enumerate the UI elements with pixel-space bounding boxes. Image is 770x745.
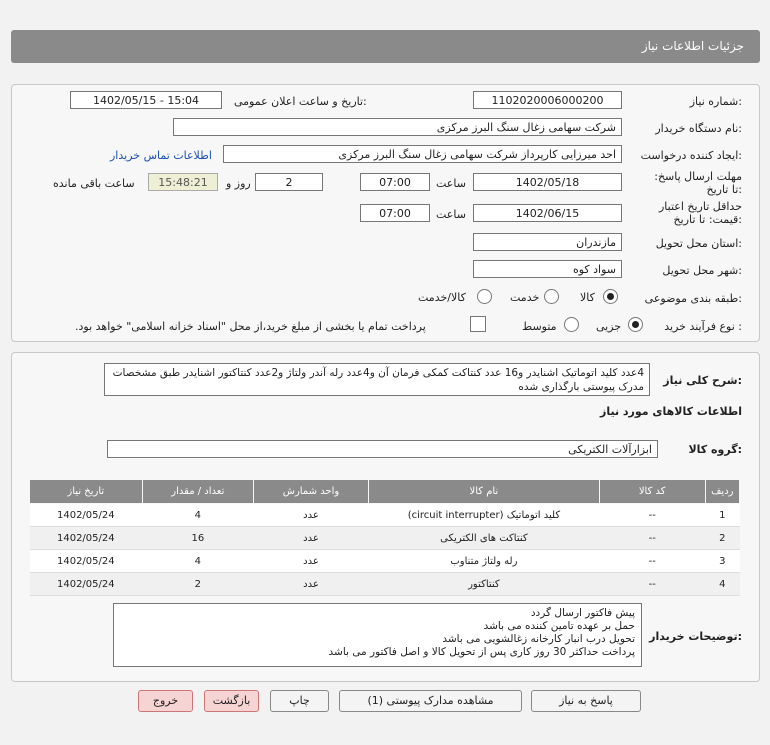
- buyer-notes-field[interactable]: [113, 603, 642, 667]
- process-radio-minor[interactable]: [628, 317, 643, 332]
- province-label: استان محل تحویل:: [655, 237, 742, 250]
- note-line: پرداخت حداکثر 30 روز کاری پس از تحویل کالا و اصل فاکتور می باشد: [328, 646, 635, 658]
- col-code: کد کالا: [599, 480, 705, 504]
- cell-date: 1402/05/24: [30, 550, 143, 573]
- creator-field[interactable]: احد میرزایی کارپرداز شرکت سهامی زغال سنگ البرز مرکزی: [223, 145, 622, 163]
- cell-qty: 16: [142, 527, 253, 550]
- validity-label: حداقل تاریخ اعتبار قیمت: تا تاریخ:: [658, 200, 742, 226]
- cell-unit: عدد: [254, 550, 369, 573]
- reply-button[interactable]: پاسخ به نیاز: [531, 690, 641, 712]
- province-field[interactable]: مازندران: [473, 233, 622, 251]
- note-line: حمل بر عهده تامین کننده می باشد: [483, 620, 635, 632]
- note-line: پیش فاکتور ارسال گردد: [530, 607, 635, 619]
- need-number-field[interactable]: 1102020006000200: [473, 91, 622, 109]
- cell-unit: عدد: [254, 527, 369, 550]
- cell-code: --: [599, 504, 705, 527]
- process-label: نوع فرآیند خرید :: [664, 320, 742, 333]
- days-field[interactable]: 2: [255, 173, 323, 191]
- category-radio-goods[interactable]: [603, 289, 618, 304]
- category-radio-goods-service[interactable]: [477, 289, 492, 304]
- page-header: [11, 30, 760, 63]
- process-option-medium: متوسط: [522, 320, 557, 333]
- remaining-label: ساعت باقی مانده: [53, 177, 135, 190]
- cell-date: 1402/05/24: [30, 573, 143, 596]
- col-name: نام کالا: [368, 480, 599, 504]
- process-option-minor: جزیی: [596, 320, 622, 333]
- cell-name: کلید اتوماتیک (circuit interrupter): [368, 504, 599, 527]
- desc-field[interactable]: 4عدد کلید اتوماتیک اشنایدر و16 عدد کنتاکت کمکی فرمان آن و4عدد رله آندر ولتاژ و2عدد کنتاکتور اشنایدر طبق مشخصات مدرک پیوستی بارگذاری شده: [104, 363, 650, 396]
- category-option-service: خدمت: [510, 291, 540, 304]
- announce-label: تاریخ و ساعت اعلان عمومی:: [234, 95, 367, 108]
- category-radio-service[interactable]: [544, 289, 559, 304]
- print-button[interactable]: چاپ: [270, 690, 329, 712]
- creator-label: ایجاد کننده درخواست:: [640, 149, 742, 162]
- goods-info-title: اطلاعات کالاهای مورد نیاز: [600, 405, 742, 418]
- col-row: ردیف: [705, 480, 739, 504]
- cell-date: 1402/05/24: [30, 504, 143, 527]
- view-attachments-button[interactable]: مشاهده مدارک پیوستی (1): [339, 690, 522, 712]
- buyer-label: نام دستگاه خریدار:: [655, 122, 742, 135]
- back-button[interactable]: بازگشت: [204, 690, 259, 712]
- cell-unit: عدد: [254, 573, 369, 596]
- treasury-payment-checkbox[interactable]: [470, 316, 486, 332]
- treasury-payment-note: پرداخت تمام یا بخشی از مبلغ خرید،از محل "اسناد خزانه اسلامی" خواهد بود.: [75, 320, 426, 333]
- cell-qty: 2: [142, 573, 253, 596]
- remaining-timer: 15:48:21: [148, 173, 218, 191]
- cell-code: --: [599, 573, 705, 596]
- table-row[interactable]: [30, 550, 740, 573]
- col-unit: واحد شمارش: [254, 480, 369, 504]
- items-table: [29, 479, 740, 596]
- city-label: شهر محل تحویل:: [662, 264, 742, 277]
- cell-name: کنتاکت های الکتریکی: [368, 527, 599, 550]
- days-label: روز و: [226, 177, 251, 190]
- cell-qty: 4: [142, 504, 253, 527]
- need-number-label: شماره نیاز:: [689, 95, 742, 108]
- deadline-time-field[interactable]: 07:00: [360, 173, 430, 191]
- note-line: تحویل درب انبار کارخانه زغالشویی می باشد: [442, 633, 635, 645]
- cell-row: 4: [705, 573, 739, 596]
- cell-row: 2: [705, 527, 739, 550]
- deadline-label: مهلت ارسال پاسخ: تا تاریخ:: [654, 170, 742, 196]
- category-option-goods: کالا: [580, 291, 595, 304]
- group-label: گروه کالا:: [688, 443, 742, 456]
- category-option-goods-service: کالا/خدمت: [418, 291, 466, 304]
- validity-time-label: ساعت: [436, 208, 466, 221]
- table-row[interactable]: [30, 573, 740, 596]
- cell-row: 3: [705, 550, 739, 573]
- validity-time-field[interactable]: 07:00: [360, 204, 430, 222]
- cell-unit: عدد: [254, 504, 369, 527]
- cell-row: 1: [705, 504, 739, 527]
- table-row[interactable]: [30, 504, 740, 527]
- deadline-time-label: ساعت: [436, 177, 466, 190]
- process-radio-medium[interactable]: [564, 317, 579, 332]
- deadline-date-field[interactable]: 1402/05/18: [473, 173, 622, 191]
- cell-name: رله ولتاژ متناوب: [368, 550, 599, 573]
- notes-label: توضیحات خریدار:: [649, 630, 742, 643]
- cell-code: --: [599, 527, 705, 550]
- desc-label: شرح کلی نیاز:: [663, 374, 742, 387]
- group-field[interactable]: ابزارآلات الکتریکی: [107, 440, 658, 458]
- buyer-contact-link[interactable]: اطلاعات تماس خریدار: [110, 149, 212, 162]
- cell-code: --: [599, 550, 705, 573]
- cell-name: کنتاکتور: [368, 573, 599, 596]
- announce-field[interactable]: 1402/05/15 - 15:04: [70, 91, 222, 109]
- items-table-header: [30, 480, 740, 504]
- city-field[interactable]: سواد کوه: [473, 260, 622, 278]
- buyer-field[interactable]: شرکت سهامی زغال سنگ البرز مرکزی: [173, 118, 622, 136]
- category-label: طبقه بندی موضوعی:: [644, 292, 742, 305]
- validity-date-field[interactable]: 1402/06/15: [473, 204, 622, 222]
- table-row[interactable]: [30, 527, 740, 550]
- col-qty: تعداد / مقدار: [142, 480, 253, 504]
- page-title: جزئیات اطلاعات نیاز: [641, 39, 744, 53]
- exit-button[interactable]: خروج: [138, 690, 193, 712]
- cell-date: 1402/05/24: [30, 527, 143, 550]
- col-date: تاریخ نیاز: [30, 480, 143, 504]
- cell-qty: 4: [142, 550, 253, 573]
